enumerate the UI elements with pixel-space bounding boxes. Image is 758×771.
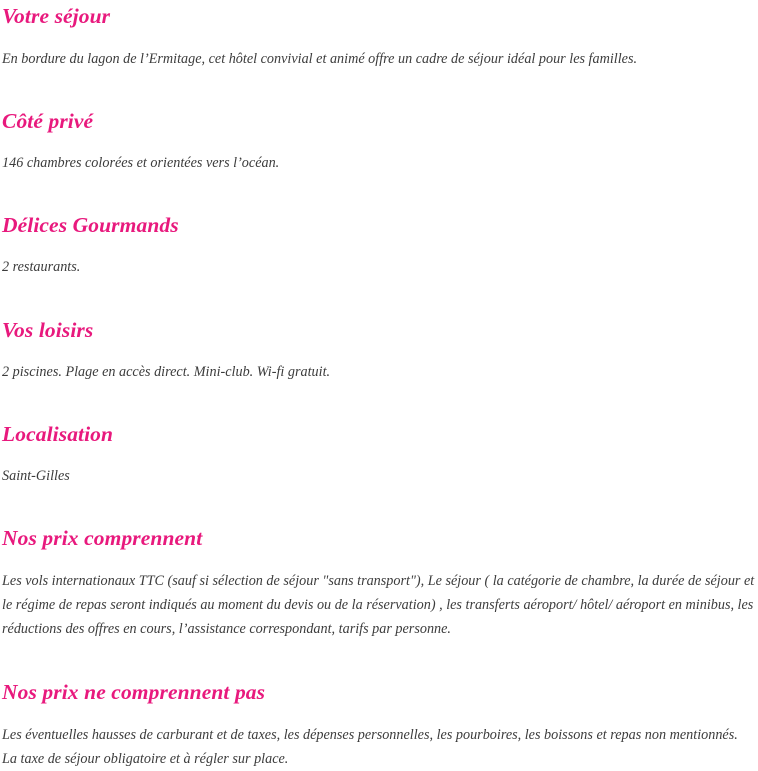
section-body: En bordure du lagon de l’Ermitage, cet hôtel convivial et animé offre un cadre de séjour idéal pour les familles. bbox=[2, 51, 638, 67]
stay-description-document bbox=[0, 3, 758, 771]
section-cote-prive bbox=[2, 108, 756, 175]
section-nos-prix-ne-comprennent-pas bbox=[2, 679, 756, 771]
section-title: Côté privé bbox=[2, 109, 94, 134]
section-title: Nos prix ne comprennent pas bbox=[2, 679, 266, 704]
section-title: Vos loisirs bbox=[2, 317, 94, 342]
section-title: Délices Gourmands bbox=[2, 213, 179, 238]
section-body: Les vols internationaux TTC (sauf si sélection de séjour "sans transport"), Le séjour ( la catégorie de chambre, la durée de séjour et le régime de repas seront indiqués au moment du devis ou de la réservation) , les transferts aéroport/ hôtel/ aéroport en minibus, les réductions des offres en cours, l’assistance correspondant, tarifs par personne. bbox=[2, 573, 755, 638]
section-title: Votre séjour bbox=[2, 4, 111, 28]
section-title: Localisation bbox=[2, 421, 114, 446]
section-delices-gourmands bbox=[2, 212, 756, 279]
section-localisation bbox=[2, 421, 756, 488]
section-body: Les éventuelles hausses de carburant et de taxes, les dépenses personnelles, les pourboires, les boissons et repas non mentionnés. La taxe de séjour obligatoire et à régler sur place. bbox=[2, 726, 738, 767]
section-nos-prix-comprennent bbox=[2, 525, 756, 642]
section-votre-sejour bbox=[2, 3, 756, 71]
section-body: 2 piscines. Plage en accès direct. Mini-club. Wi-fi gratuit. bbox=[2, 363, 331, 380]
section-title: Nos prix comprennent bbox=[2, 526, 203, 551]
section-body: Saint-Gilles bbox=[2, 467, 70, 484]
section-body: 2 restaurants. bbox=[2, 259, 81, 276]
section-body: 146 chambres colorées et orientées vers l’océan. bbox=[2, 155, 280, 172]
section-vos-loisirs bbox=[2, 317, 756, 384]
